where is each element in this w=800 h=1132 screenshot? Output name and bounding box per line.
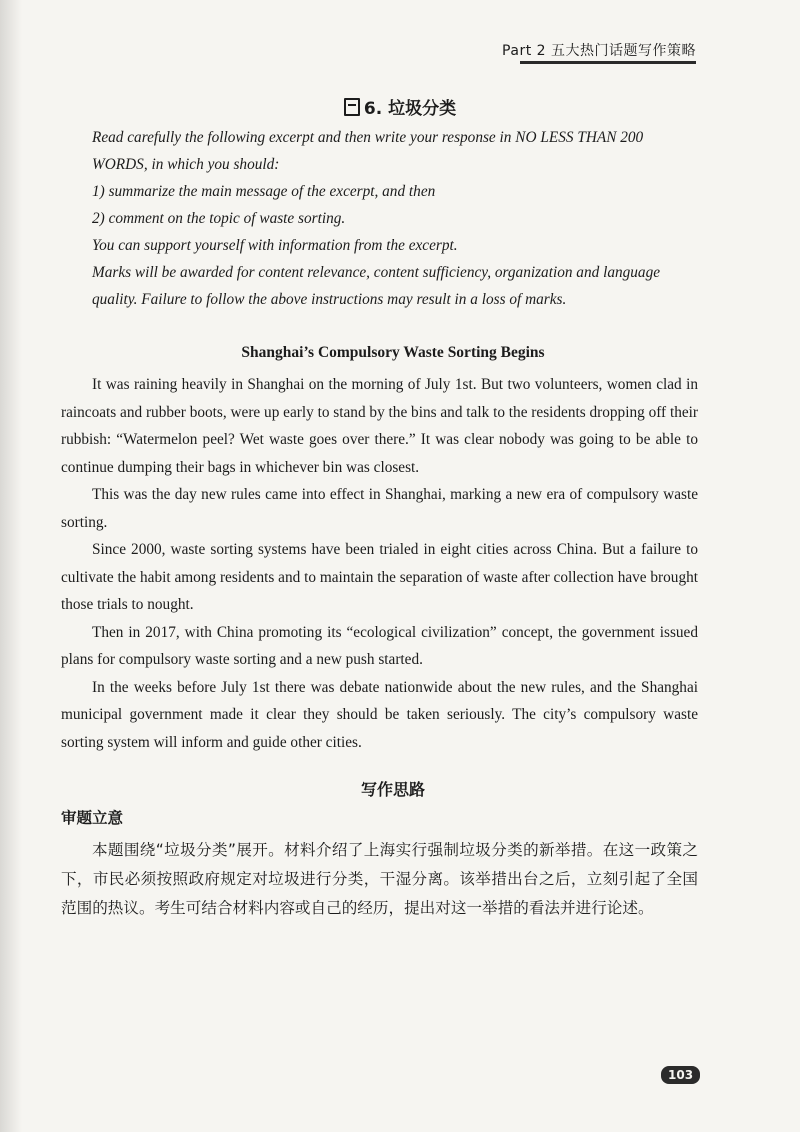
topic-analysis-paragraph: 本题围绕“垃圾分类”展开。材料介绍了上海实行强制垃圾分类的新举措。在这一政策之下，市民必须按照政府规定对垃圾进行分类，干湿分离。该举措出台之后，立刻引起了全国范围的热议。考生可结合材料内容或自己的经历，提出对这一举措的看法并进行论述。: [61, 841, 698, 917]
excerpt-paragraph: Since 2000, waste sorting systems have been trialed in eight cities across China. But a failure to cultivate the habit among residents and to maintain the separation of waste after collection have brought those trials to nought.: [61, 541, 698, 613]
excerpt-paragraph: Then in 2017, with China promoting its “ecological civilization” concept, the government issued plans for compulsory waste sorting and a new push started.: [61, 623, 698, 668]
excerpt-paragraph: It was raining heavily in Shanghai on the morning of July 1st. But two volunteers, women clad in raincoats and rubber boots, were up early to stand by the bins and talk to the residents dropping off their rubbish: “Watermelon peel? Wet waste goes over there.” It was clear nobody was going to be able to continue dumping their bags in whichever bin was closest.: [61, 376, 698, 476]
header-rule: [520, 61, 696, 64]
excerpt-paragraph: This was the day new rules came into effect in Shanghai, marking a new era of compulsory waste sorting.: [61, 486, 698, 531]
instruction-step-1: 1) summarize the main message of the excerpt, and then: [92, 183, 436, 200]
instruction-support: You can support yourself with information from the excerpt.: [92, 237, 458, 254]
page-binding-shadow: [0, 0, 22, 1132]
excerpt-body: [61, 371, 698, 756]
section-title-text: 6. 垃圾分类: [363, 99, 457, 119]
instruction-step-2: 2) comment on the topic of waste sorting.: [92, 210, 346, 227]
running-header: Part 2 五大热门话题写作策略: [502, 43, 696, 59]
topic-analysis-heading: 审题立意: [61, 809, 124, 827]
excerpt-title: Shanghai’s Compulsory Waste Sorting Begins: [241, 344, 545, 361]
document-icon: [344, 98, 360, 116]
instruction-task: Read carefully the following excerpt and then write your response in NO LESS THAN 200 WORDS, in which you should:: [92, 129, 644, 173]
topic-analysis-body: [61, 836, 698, 923]
writing-approach-title: 写作思路: [360, 780, 425, 799]
instruction-marks: Marks will be awarded for content relevance, content sufficiency, organization and language quality. Failure to follow the above instructions may result in a loss of marks.: [92, 264, 661, 308]
writing-instructions: [92, 124, 698, 313]
excerpt-paragraph: In the weeks before July 1st there was debate nationwide about the new rules, and the Shanghai municipal government made it clear they should be taken seriously. The city’s compulsory waste sorting system will inform and guide other cities.: [61, 678, 698, 751]
section-title: [0, 94, 800, 119]
page-number: 103: [661, 1066, 700, 1084]
